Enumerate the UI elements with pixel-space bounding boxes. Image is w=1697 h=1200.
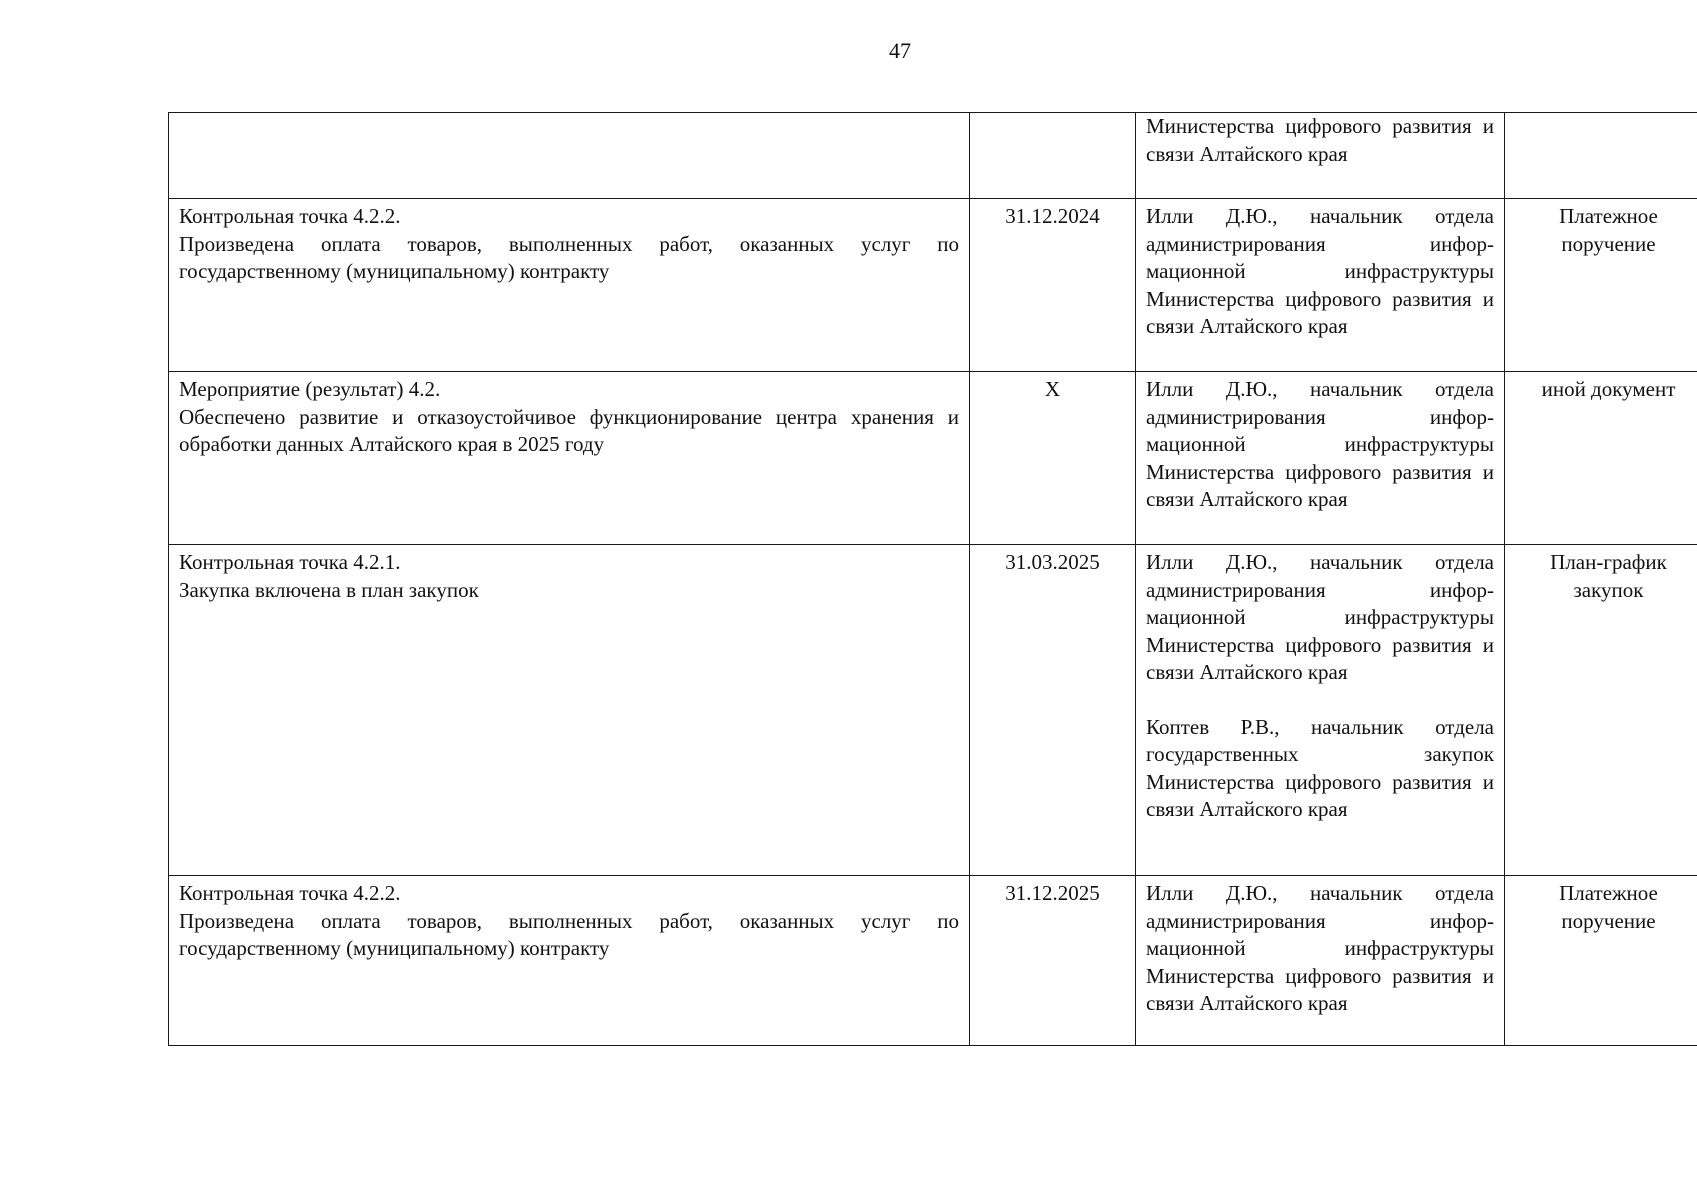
event-description: Обеспечено развитие и отказоустойчивое функционирование центра хранения и обработки данных Алтайского края в 2025 году	[179, 404, 959, 456]
document-cell: Платежное поручение	[1505, 199, 1697, 372]
event-cell	[169, 199, 970, 372]
responsible-person: Коптев Р.В., начальник отдела государственных закупок Министерства цифрового развития и связи Алтайского края	[1146, 714, 1494, 821]
responsible-cell	[1136, 372, 1505, 545]
responsible-cell	[1136, 199, 1505, 372]
document-cell: План-график закупок	[1505, 545, 1697, 876]
event-title: Мероприятие (результат) 4.2.	[179, 377, 441, 401]
event-cell	[169, 113, 970, 199]
date-cell: Х	[970, 372, 1136, 545]
date-cell	[970, 113, 1136, 199]
responsible-cell	[1136, 545, 1505, 876]
event-title: Контрольная точка 4.2.1.	[179, 550, 401, 574]
responsible-cell	[1136, 113, 1505, 199]
table-row	[169, 876, 1697, 1046]
responsible-person: Илли Д.Ю., начальник отдела администрирования инфор-мационной инфраструктуры Министерства цифрового развития и связи Алтайского края	[1146, 377, 1494, 511]
schedule-table	[168, 112, 1697, 1046]
document-cell	[1505, 113, 1697, 199]
responsible-person: Министерства цифрового развития и связи Алтайского края	[1146, 114, 1494, 166]
date-cell: 31.12.2024	[970, 199, 1136, 372]
event-cell	[169, 545, 970, 876]
document-cell: Платежное поручение	[1505, 876, 1697, 1046]
table-row	[169, 545, 1697, 876]
date-cell: 31.12.2025	[970, 876, 1136, 1046]
responsible-person: Илли Д.Ю., начальник отдела администрирования инфор-мационной инфраструктуры Министерства цифрового развития и связи Алтайского края	[1146, 204, 1494, 338]
event-description: Произведена оплата товаров, выполненных работ, оказанных услуг по государственному (муниципальному) контракту	[179, 231, 959, 283]
event-description: Закупка включена в план закупок	[179, 577, 479, 602]
table-row	[169, 199, 1697, 372]
responsible-person: Илли Д.Ю., начальник отдела администрирования инфор-мационной инфраструктуры Министерства цифрового развития и связи Алтайского края	[1146, 881, 1494, 1015]
responsible-person: Илли Д.Ю., начальник отдела администрирования инфор-мационной инфраструктуры Министерства цифрового развития и связи Алтайского края	[1146, 550, 1494, 684]
date-cell: 31.03.2025	[970, 545, 1136, 876]
event-cell	[169, 372, 970, 545]
table-row	[169, 372, 1697, 545]
event-title: Контрольная точка 4.2.2.	[179, 204, 401, 228]
responsible-cell	[1136, 876, 1505, 1046]
document-cell: иной документ	[1505, 372, 1697, 545]
event-description: Произведена оплата товаров, выполненных работ, оказанных услуг по государственному (муниципальному) контракту	[179, 908, 959, 960]
page-number: 47	[889, 38, 911, 63]
event-title: Контрольная точка 4.2.2.	[179, 881, 401, 905]
table-row	[169, 113, 1697, 199]
event-cell	[169, 876, 970, 1046]
